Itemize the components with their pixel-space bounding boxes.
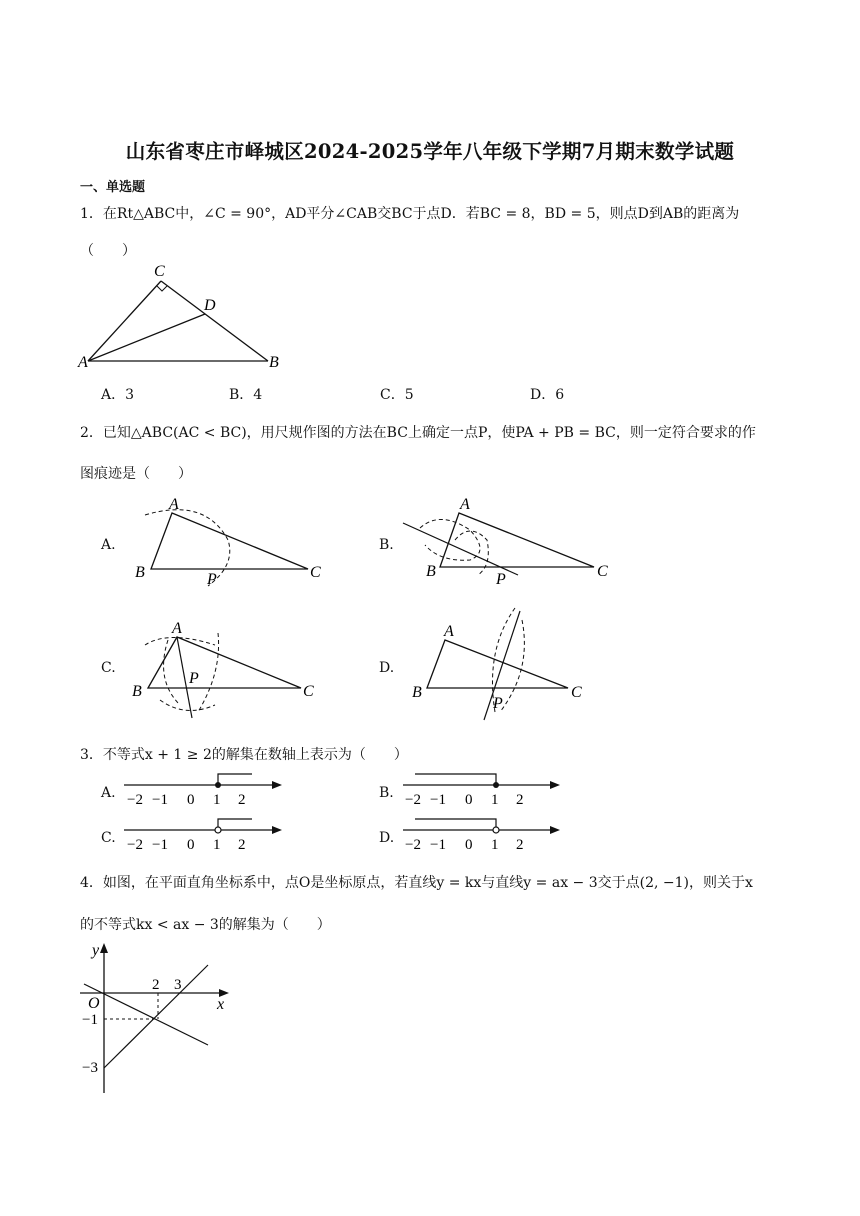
- figure-label: P: [207, 571, 217, 588]
- q1-option-a: A．3: [101, 387, 135, 403]
- page-title: 山东省枣庄市峄城区2024-2025学年八年级下学期7月期末数学试题: [125, 140, 735, 163]
- q1-label-a: A: [78, 354, 88, 371]
- figure-label: 2: [238, 837, 246, 853]
- q1-option-d: D．6: [530, 387, 565, 403]
- figure-label: 1: [491, 792, 499, 808]
- figure-label: −2: [405, 792, 421, 808]
- figure-label: −2: [127, 837, 143, 853]
- figure-label: −2: [405, 837, 421, 853]
- figure-label: P: [189, 670, 199, 687]
- q2-option-d: D.: [379, 660, 395, 676]
- q2-option-b: B.: [379, 537, 394, 553]
- q1-option-b: B．4: [229, 387, 263, 403]
- figure-label: 0: [187, 792, 195, 808]
- figure-label: 0: [465, 792, 473, 808]
- q3-text: 3．不等式x + 1 ≥ 2的解集在数轴上表示为（ ）: [80, 747, 408, 763]
- q4-label-neg3: −3: [82, 1060, 98, 1076]
- figure-label: B: [426, 563, 436, 580]
- figure-label: 0: [187, 837, 195, 853]
- q2-option-c: C.: [101, 660, 116, 676]
- q1-label-d: D: [204, 297, 216, 314]
- q1-label-b: B: [269, 354, 279, 371]
- q4-label-neg1: −1: [82, 1012, 98, 1028]
- q4-label-y: y: [92, 942, 100, 959]
- q3-option-b: B.: [379, 785, 394, 801]
- figure-label: A: [172, 620, 182, 637]
- figure-label: A: [460, 496, 470, 513]
- q1-option-c: C．5: [380, 387, 414, 403]
- figure-label: C: [571, 684, 582, 701]
- figure-label: 1: [213, 792, 221, 808]
- figure-label: B: [412, 684, 422, 701]
- q4-text-cont: 的不等式kx < ax − 3的解集为（ ）: [80, 917, 331, 933]
- figure-label: −1: [430, 792, 446, 808]
- figure-label: −1: [152, 792, 168, 808]
- figure-label: −1: [430, 837, 446, 853]
- q1-text: 1．在Rt△ABC中，∠C = 90°，AD平分∠CAB交BC于点D．若BC = 8，BD = 5，则点D到AB的距离为: [80, 206, 740, 222]
- figure-label: B: [132, 683, 142, 700]
- figure-label: P: [493, 695, 503, 712]
- figure-label: 2: [516, 792, 524, 808]
- figure-label: C: [597, 563, 608, 580]
- figure-label: 2: [516, 837, 524, 853]
- figure-label: −1: [152, 837, 168, 853]
- figure-label: 2: [238, 792, 246, 808]
- q4-label-x: x: [217, 996, 225, 1013]
- q3-option-c: C.: [101, 830, 116, 846]
- q4-label-origin: O: [88, 995, 100, 1012]
- q2-text-cont: 图痕迹是（ ）: [80, 466, 192, 482]
- figure-label: B: [135, 564, 145, 581]
- q2-text: 2．已知△ABC(AC < BC)，用尺规作图的方法在BC上确定一点P，使PA + PB = BC，则一定符合要求的作: [80, 425, 756, 441]
- figure-label: A: [444, 623, 454, 640]
- q3-option-d: D.: [379, 830, 395, 846]
- figure-label: A: [169, 496, 179, 513]
- figure-label: C: [303, 683, 314, 700]
- figure-label: 1: [213, 837, 221, 853]
- figure-label: 1: [491, 837, 499, 853]
- q4-label-2: 2: [152, 977, 160, 993]
- figure-label: 0: [465, 837, 473, 853]
- figure-label: C: [310, 564, 321, 581]
- q1-label-c: C: [154, 263, 165, 280]
- q1-blank: （ ）: [80, 243, 136, 259]
- q4-text: 4．如图，在平面直角坐标系中，点O是坐标原点，若直线y = kx与直线y = ax − 3交于点(2, −1)，则关于x: [80, 875, 753, 891]
- q3-option-a: A.: [101, 785, 116, 801]
- figure-label: −2: [127, 792, 143, 808]
- section-heading: 一、单选题: [80, 180, 146, 195]
- figure-label: P: [496, 571, 506, 588]
- q4-label-3: 3: [174, 977, 182, 993]
- q2-option-a: A.: [101, 537, 116, 553]
